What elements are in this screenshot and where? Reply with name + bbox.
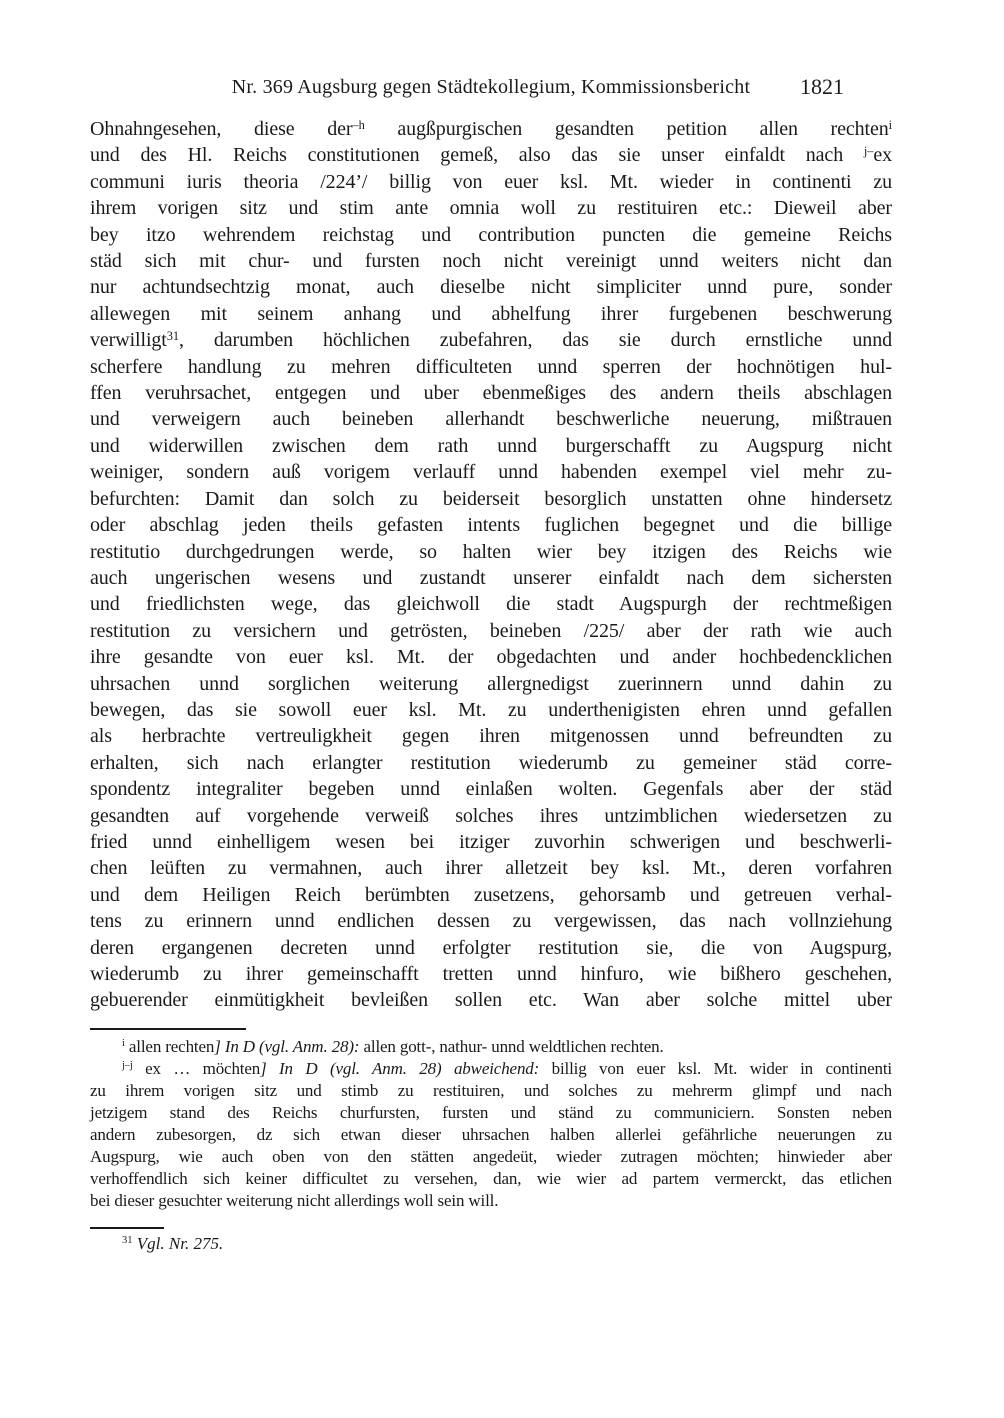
text-segment: zu ihrem vorigen sitz und stimb zu restituiren, und solches zu mehrerm glimpf und nach: [90, 1081, 892, 1100]
body-text-line: [90, 539, 892, 565]
body-text-line: [90, 248, 892, 274]
superscript-note-marker: i: [122, 1038, 125, 1050]
apparatus-line: [90, 1168, 892, 1190]
text-segment: und widerwillen zwischen dem rath unnd burgerschafft zu Augspurg nicht: [90, 434, 892, 457]
body-text-line: [90, 829, 892, 855]
body-text-line: [90, 987, 892, 1013]
text-segment: restitution zu versichern und getrösten, beineben /225/ aber der rath wie auch: [90, 619, 892, 642]
body-text-line: [90, 274, 892, 300]
text-segment: und verweigern auch beineben allerhandt beschwerliche neuerung, mißtrauen: [90, 408, 892, 431]
text-segment: jetzigem stand des Reichs churfursten, fursten und ständ zu communiciern. Sonsten neben: [90, 1103, 892, 1123]
text-segment: oder abschlag jeden theils gefasten intents fuglichen begegnet und die billige: [90, 514, 892, 537]
text-segment: tens zu erinnern unnd endlichen dessen zu vergewissen, das nach vollnziehung: [90, 910, 892, 933]
text-segment: Vgl. Nr. 275.: [136, 1233, 224, 1253]
text-segment: auch ungerischen wesens und zustandt unserer einfaldt nach dem sichersten: [90, 566, 892, 589]
text-segment: , darumben höchlichen zubefahren, das sie durch ernstliche unnd: [178, 329, 892, 352]
body-text-line: [90, 776, 892, 802]
text-segment: und friedlichsten wege, das gleichwoll die stadt Augspurgh der rechtmeßigen: [90, 593, 892, 616]
body-text-line: [90, 855, 892, 881]
body-text-line: [90, 301, 892, 327]
text-segment: augßpurgischen gesandten petition allen rechten: [364, 118, 889, 140]
body-text-line: [90, 803, 892, 829]
body-text-line: [90, 486, 892, 512]
body-text-line: [90, 618, 892, 644]
numbered-footnote-separator-rule: [90, 1227, 164, 1229]
text-segment: verwilligt: [90, 329, 167, 352]
critical-apparatus: [90, 1036, 892, 1213]
text-segment: ihrem vorigen sitz und stim ante omnia woll zu restituiren etc.: Dieweil aber: [90, 197, 892, 220]
text-segment: weiniger, sondern auß vorigem verlauff unnd habenden exempel viel mehr zu-: [90, 461, 892, 484]
body-text-line: [90, 935, 892, 961]
superscript-note-marker: j–: [863, 143, 874, 158]
body-text-line: [90, 723, 892, 749]
apparatus-line: [90, 1146, 892, 1168]
text-segment: verhoffendlich sich keiner difficultet zu versehen, dan, wie wier ad partem vermerckt, das etlichen: [90, 1169, 892, 1189]
footnote-31-line: [90, 1233, 892, 1255]
superscript-note-marker: 31: [122, 1235, 133, 1247]
body-text-line: [90, 169, 892, 195]
text-segment: ] In D (vgl. Anm. 28) abweichend:: [260, 1058, 540, 1078]
footnote-separator-rule: [90, 1028, 246, 1030]
text-segment: allewegen mit seinem anhang und abhelfung ihrer furgebenen beschwerung: [90, 302, 892, 325]
body-text-line: [90, 750, 892, 776]
body-text-line: [90, 195, 892, 221]
body-text-line: [90, 459, 892, 485]
text-segment: gebuerender einmütigkheit bevleißen sollen etc. Wan aber solche mittel uber: [90, 989, 892, 1012]
apparatus-line: [90, 1058, 892, 1080]
text-segment: allen rechten: [124, 1036, 215, 1056]
text-segment: allen gott-, nathur- unnd weldtlichen rechten.: [359, 1036, 664, 1056]
apparatus-line: [90, 1036, 892, 1058]
text-segment: befurchten: Damit dan solch zu beiderseit besorglich unstatten ohne hindersetz: [90, 487, 892, 510]
text-segment: ihre gesandte von euer ksl. Mt. der obgedachten und ander hochbedencklichen: [90, 646, 892, 669]
body-text-line: [90, 882, 892, 908]
text-segment: communi iuris theoria /224’/ billig von euer ksl. Mt. wieder in continenti zu: [90, 170, 892, 193]
superscript-note-marker: 31: [166, 328, 179, 343]
body-text-line: [90, 380, 892, 406]
superscript-note-marker: i: [888, 117, 893, 132]
page-number: 1821: [800, 74, 844, 99]
text-segment: Augspurg, wie auch oben von den stätten angedeüt, wieder zutragen möchten; hinwieder aber: [90, 1147, 892, 1167]
text-segment: scherfere handlung zu mehren difficulteten unnd sperren der hochnötigen hul-: [90, 355, 892, 378]
body-text-line: [90, 644, 892, 670]
superscript-note-marker: j–j: [122, 1060, 133, 1072]
footnote-31: [90, 1233, 892, 1255]
body-text-line: [90, 116, 892, 142]
body-text-line: [90, 354, 892, 380]
page-header: [90, 76, 892, 102]
text-segment: andern zubesorgen, dz sich etwan dieser uhrsachen halben allerlei gefährliche neuerungen zu: [90, 1125, 892, 1145]
body-text-line: [90, 591, 892, 617]
text-segment: uhrsachen unnd sorglichen weiterung allergnedigst zuerinnern unnd dahin zu: [90, 672, 892, 695]
text-segment: Ohnahngesehen, diese der: [90, 118, 353, 140]
body-text-line: [90, 908, 892, 934]
superscript-note-marker: –h: [352, 117, 365, 132]
running-header-title: Nr. 369 Augsburg gegen Städtekollegium, Kommissionsbericht: [231, 76, 751, 98]
text-segment: ex … möchten: [132, 1058, 261, 1078]
text-segment: restitutio durchgedrungen werde, so halten wier bey itzigen des Reichs wie: [90, 540, 892, 563]
text-segment: und des Hl. Reichs constitutionen gemeß, also das sie unser einfaldt nach: [90, 144, 864, 167]
apparatus-line: [90, 1080, 892, 1102]
body-text-line: [90, 222, 892, 248]
text-segment: gesandten auf vorgehende verweiß solches ihres untzimblichen wiedersetzen zu: [90, 804, 892, 827]
apparatus-line: [90, 1190, 892, 1212]
body-text-line: [90, 327, 892, 353]
apparatus-line: [90, 1102, 892, 1124]
body-text-line: [90, 406, 892, 432]
apparatus-line: [90, 1124, 892, 1146]
text-segment: als herbrachte vertreuligkheit gegen ihren mitgenossen unnd befreundten zu: [90, 725, 892, 748]
body-text-line: [90, 512, 892, 538]
text-segment: und dem Heiligen Reich berümbten zusetzens, gehorsamb und getreuen verhal-: [90, 883, 892, 906]
text-segment: erhalten, sich nach erlangter restitution wiederumb zu gemeiner städ corre-: [90, 751, 892, 774]
text-segment: chen leüften zu vermahnen, auch ihrer alletzeit bey ksl. Mt., deren vorfahren: [90, 857, 892, 880]
text-segment: billig von euer ksl. Mt. wider in continenti: [539, 1058, 892, 1078]
body-text-line: [90, 433, 892, 459]
body-text-line: [90, 961, 892, 987]
text-segment: nur achtundsechtzig monat, auch dieselbe nicht simpliciter unnd pure, sonder: [90, 276, 892, 299]
text-segment: deren ergangenen decreten unnd erfolgter restitution sie, die von Augspurg,: [90, 936, 892, 959]
body-text-line: [90, 142, 892, 168]
text-segment: fried unnd einhelligem wesen bei itziger zuvorhin schwerigen und beschwerli-: [90, 830, 892, 853]
text-segment: ex: [873, 144, 892, 167]
body-text-line: [90, 565, 892, 591]
text-segment: ] In D (vgl. Anm. 28):: [214, 1036, 360, 1056]
text-segment: städ sich mit chur- und fursten noch nicht vereinigt unnd weiters nicht dan: [90, 250, 892, 273]
body-text-line: [90, 697, 892, 723]
text-segment: bey itzo wehrendem reichstag und contribution puncten die gemeine Reichs: [90, 223, 892, 246]
text-segment: bei dieser gesuchter weiterung nicht allerdings woll sein will.: [90, 1191, 499, 1211]
text-segment: bewegen, das sie sowoll euer ksl. Mt. zu underthenigisten ehren unnd gefallen: [90, 698, 892, 721]
text-segment: wiederumb zu ihrer gemeinschafft tretten unnd hinfuro, wie bißhero geschehen,: [90, 963, 892, 985]
text-segment: spondentz integraliter begeben unnd einlaßen wolten. Gegenfals aber der städ: [90, 778, 892, 801]
body-text: [90, 116, 892, 1014]
page-content: [90, 0, 892, 1255]
body-text-line: [90, 671, 892, 697]
text-segment: ffen veruhrsachet, entgegen und uber ebenmeßiges des andern theils abschlagen: [90, 382, 892, 405]
